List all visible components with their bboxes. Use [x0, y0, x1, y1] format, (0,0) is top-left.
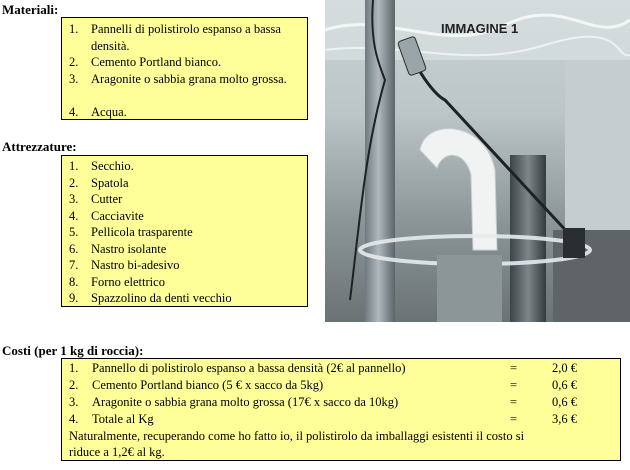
list-text: Spazzolino da denti vecchio: [91, 291, 232, 305]
list-text: Pannelli di polistirolo espanso a bassa densità.: [91, 22, 281, 53]
cost-value: 0,6 €: [552, 395, 577, 409]
cost-row: [62, 360, 620, 377]
cost-value: 2,0 €: [552, 361, 577, 375]
cost-number: 4.: [69, 412, 79, 426]
list-text: Cacciavite: [91, 208, 144, 223]
list-number: 2.: [69, 55, 79, 69]
list-item: [69, 71, 304, 104]
cost-equals: =: [510, 361, 518, 375]
cost-value: 3,6 €: [552, 412, 577, 426]
list-number: 8.: [69, 274, 79, 289]
costi-heading: Costi (per 1 kg di roccia):: [2, 343, 144, 358]
list-item: [69, 54, 304, 71]
cost-number: 1.: [69, 361, 79, 375]
list-number: 3.: [69, 192, 79, 206]
list-item: [69, 274, 304, 291]
list-text: Nastro bi-adesivo: [91, 258, 180, 272]
cost-description: Aragonite o sabbia grana molto grossa (17€ x sacco da 10kg): [92, 395, 399, 409]
list-text: Secchio.: [91, 159, 134, 173]
list-item: [69, 241, 304, 258]
list-number: 6.: [69, 241, 79, 256]
list-text: Spatola: [91, 175, 129, 190]
list-text: Acqua.: [91, 105, 127, 119]
list-number: 4.: [69, 105, 79, 119]
list-text: Nastro isolante: [91, 241, 167, 256]
cost-description: Cemento Portland bianco (5 € x sacco da 5kg): [92, 378, 324, 392]
list-item: [69, 257, 304, 274]
list-number: 9.: [69, 291, 79, 305]
list-item: [69, 208, 304, 225]
list-text: Aragonite o sabbia grana molto grossa.: [91, 72, 287, 86]
cost-description: Pannello di polistirolo espanso a bassa densità (2€ al pannello): [92, 361, 406, 375]
materiali-heading: Materiali:: [2, 2, 59, 17]
list-item: [69, 290, 304, 307]
list-text: Cemento Portland bianco.: [91, 55, 222, 69]
photo-illustration: [325, 0, 630, 322]
list-item: [69, 104, 304, 121]
costi-box: [61, 358, 621, 461]
cost-number: 2.: [69, 378, 79, 392]
cost-note-line-2: riduce a 1,2€ al kg.: [69, 445, 165, 459]
list-item: [69, 191, 304, 208]
attrezzature-box: [61, 155, 308, 307]
cost-row: [62, 377, 620, 394]
list-item: [69, 175, 304, 192]
list-number: 4.: [69, 208, 79, 223]
materiali-box: [61, 17, 308, 120]
photo-immagine-1: [325, 0, 630, 322]
cost-row: [62, 394, 620, 411]
list-item: [69, 158, 304, 175]
list-number: 1.: [69, 159, 79, 173]
list-number: 7.: [69, 258, 79, 272]
list-number: 2.: [69, 175, 79, 190]
list-number: 1.: [69, 22, 79, 36]
cost-value: 0,6 €: [552, 378, 577, 392]
cost-equals: =: [510, 412, 518, 426]
list-text: Cutter: [91, 192, 123, 206]
cost-equals: =: [510, 395, 518, 409]
attrezzature-heading: Attrezzature:: [2, 139, 77, 154]
list-text: Pellicola trasparente: [91, 225, 193, 239]
photo-label: IMMAGINE 1: [441, 21, 519, 36]
list-number: 3.: [69, 72, 79, 86]
list-item: [69, 21, 304, 54]
cost-equals: =: [510, 378, 518, 392]
cost-number: 3.: [69, 395, 79, 409]
list-number: 5.: [69, 225, 79, 239]
list-item: [69, 224, 304, 241]
cost-description: Totale al Kg: [92, 412, 154, 426]
cost-row: [62, 411, 620, 428]
list-text: Forno elettrico: [91, 274, 165, 289]
cost-note-line-1: Naturalmente, recuperando come ho fatto io, il polistirolo da imballaggi esistenti il costo si: [69, 429, 525, 443]
